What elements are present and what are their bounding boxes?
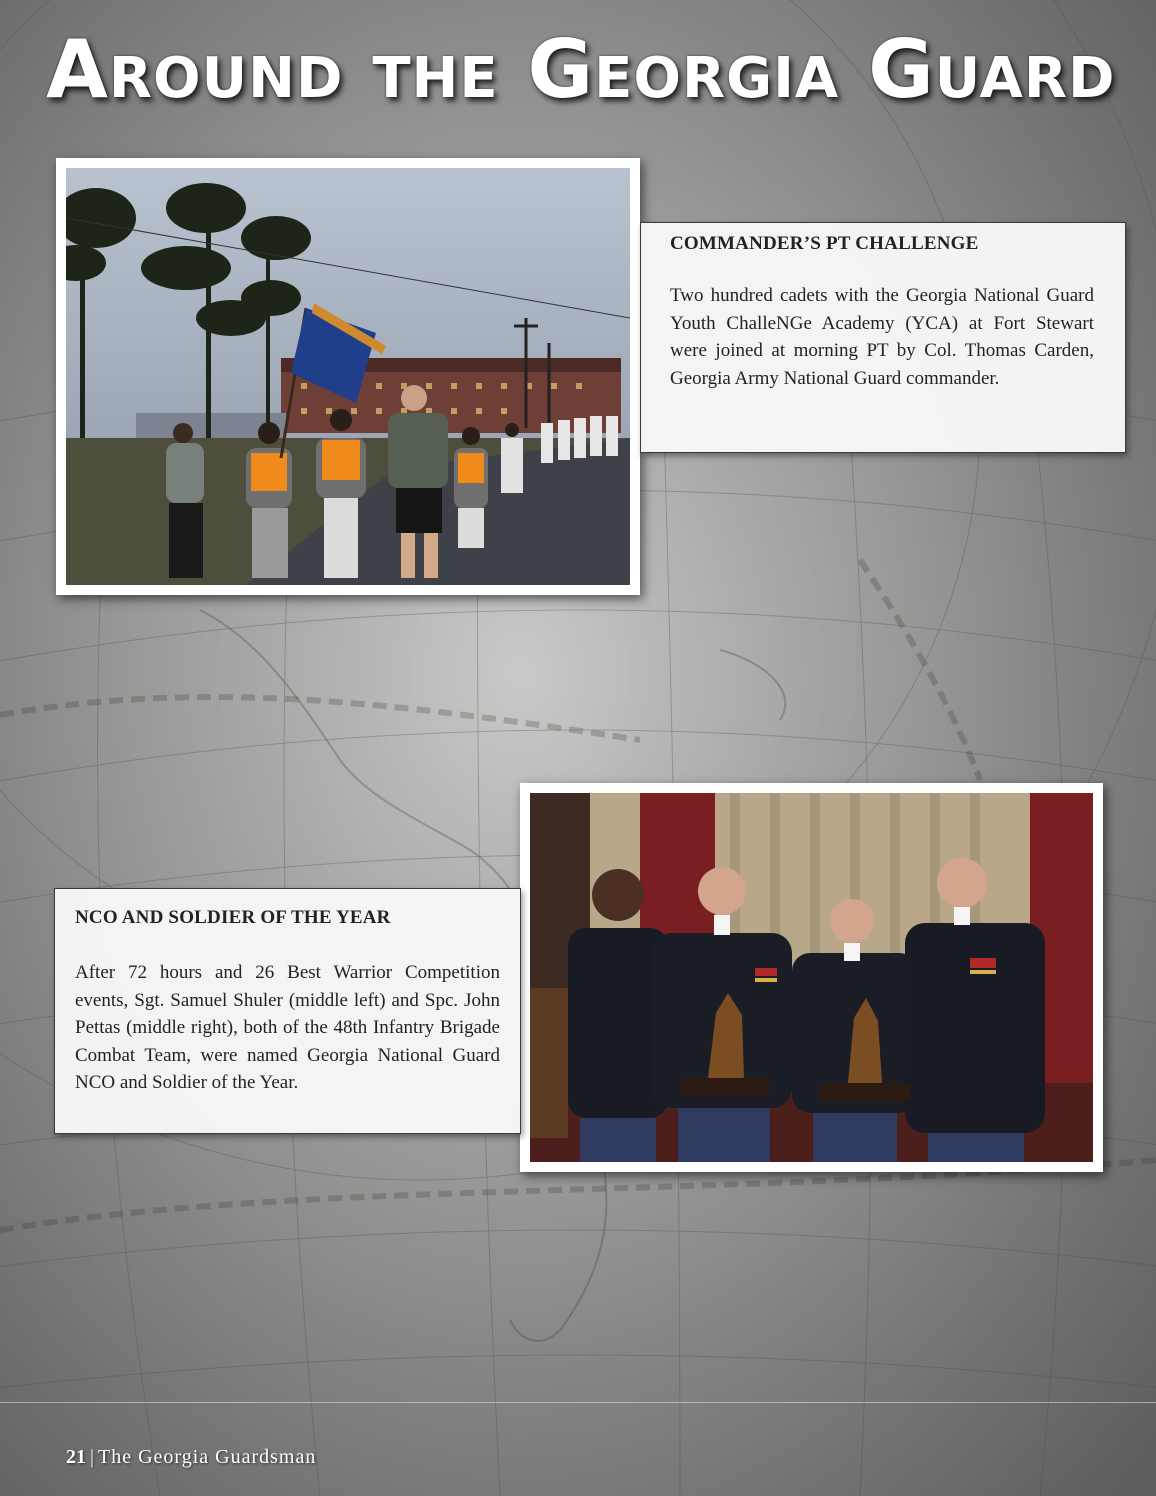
page-title: Around the Georgia Guard <box>46 23 1116 116</box>
page-footer <box>66 1446 316 1469</box>
nco-soldier-photo <box>520 783 1103 1172</box>
pt-challenge-text: Two hundred cadets with the Georgia National Guard Youth ChalleNGe Academy (YCA) at Fort Stewart were joined at morning PT by Col. Thomas Carden, Georgia Army National Guard commander. <box>670 285 1094 389</box>
page-number: 21 <box>66 1446 86 1468</box>
publication-name: The Georgia Guardsman <box>98 1446 317 1468</box>
nco-soldier-text: After 72 hours and 26 Best Warrior Competition events, Sgt. Samuel Shuler (middle left) and Spc. John Pettas (middle right), both of the 48th Infantry Brigade Combat Team, were named Georgia National Guard NCO and Soldier of the Year. <box>75 962 500 1093</box>
footer-divider <box>0 1402 1156 1403</box>
nco-soldier-heading: NCO AND SOLDIER OF THE YEAR <box>75 907 391 928</box>
footer-separator: | <box>90 1446 95 1468</box>
pt-challenge-photo <box>56 158 640 595</box>
pt-challenge-heading: COMMANDER’S PT CHALLENGE <box>670 233 979 254</box>
pt-challenge-caption <box>640 222 1126 453</box>
nco-soldier-caption <box>54 888 521 1134</box>
